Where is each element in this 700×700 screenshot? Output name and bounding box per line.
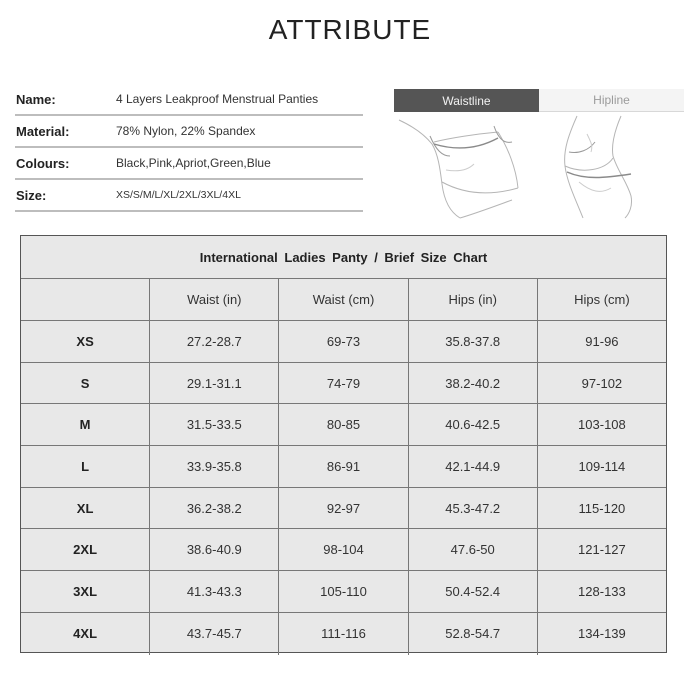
- table-row: [21, 488, 666, 530]
- size-label-cell: M: [21, 404, 150, 445]
- table-cell: 121-127: [578, 542, 626, 558]
- attribute-row-size: [15, 180, 363, 212]
- page-title: ATTRIBUTE: [268, 14, 432, 45]
- attribute-value: Black,Pink,Apriot,Green,Blue: [116, 156, 271, 170]
- attribute-label: Name:: [16, 91, 56, 107]
- header-cell: Waist (in): [150, 279, 279, 320]
- size-label-cell: 4XL: [21, 613, 150, 655]
- size-label-cell: L: [21, 446, 150, 487]
- size-chart-caption: International Ladies Panty / Brief Size Chart: [21, 236, 666, 279]
- tab-waistline[interactable]: Waistline: [394, 89, 539, 112]
- size-label-cell: XL: [21, 488, 150, 529]
- header-cell: [21, 279, 150, 320]
- attribute-value: 78% Nylon, 22% Spandex: [116, 124, 256, 138]
- table-cell: 128-133: [578, 583, 626, 599]
- table-cell: 43.7-45.7: [150, 613, 279, 655]
- table-cell: 80-85: [279, 404, 408, 445]
- attribute-value: 4 Layers Leakproof Menstrual Panties: [116, 92, 319, 106]
- table-cell: 109-114: [578, 458, 626, 474]
- table-cell: 103-108: [578, 417, 626, 433]
- attribute-value: XS/S/M/L/XL/2XL/3XL/4XL: [116, 189, 241, 201]
- measurement-guide: [394, 89, 684, 219]
- table-cell: 27.2-28.7: [150, 321, 279, 362]
- table-cell: 52.8-54.7: [409, 613, 538, 655]
- waistline-figure: [394, 112, 539, 219]
- size-label-cell: 3XL: [21, 571, 150, 612]
- table-cell: 97-102: [581, 375, 623, 391]
- table-row: [21, 446, 666, 488]
- size-chart-body: [21, 321, 666, 655]
- attribute-row-material: [15, 116, 363, 148]
- table-row: [21, 404, 666, 446]
- table-row: [21, 529, 666, 571]
- tab-hipline[interactable]: Hipline: [539, 89, 684, 112]
- hipline-figure: [539, 112, 684, 219]
- table-cell: 35.8-37.8: [409, 321, 538, 362]
- size-chart-header-row: [21, 279, 666, 321]
- size-label-cell: S: [21, 363, 150, 404]
- table-cell: 98-104: [279, 529, 408, 570]
- table-cell: 111-116: [279, 613, 408, 655]
- table-cell: 86-91: [279, 446, 408, 487]
- table-cell: 134-139: [578, 626, 626, 642]
- attribute-label: Colours:: [16, 155, 70, 171]
- table-cell: 38.2-40.2: [409, 363, 538, 404]
- table-row: [21, 571, 666, 613]
- table-cell: 50.4-52.4: [409, 571, 538, 612]
- table-cell: 36.2-38.2: [150, 488, 279, 529]
- table-cell: 105-110: [279, 571, 408, 612]
- header-cell: Hips (cm): [574, 292, 630, 307]
- table-cell: 33.9-35.8: [150, 446, 279, 487]
- table-cell: 40.6-42.5: [409, 404, 538, 445]
- table-cell: 38.6-40.9: [150, 529, 279, 570]
- table-row: [21, 363, 666, 405]
- table-cell: 91-96: [585, 333, 619, 349]
- table-cell: 69-73: [279, 321, 408, 362]
- attribute-table: [15, 84, 363, 212]
- table-cell: 47.6-50: [409, 529, 538, 570]
- table-row: [21, 321, 666, 363]
- header-cell: Waist (cm): [279, 279, 408, 320]
- table-row: [21, 613, 666, 655]
- table-cell: 45.3-47.2: [409, 488, 538, 529]
- table-cell: 42.1-44.9: [409, 446, 538, 487]
- attribute-row-name: [15, 84, 363, 116]
- table-cell: 115-120: [578, 500, 626, 516]
- attribute-label: Material:: [16, 123, 70, 139]
- header-cell: Hips (in): [409, 279, 538, 320]
- table-cell: 29.1-31.1: [150, 363, 279, 404]
- size-label-cell: XS: [21, 321, 150, 362]
- table-cell: 74-79: [279, 363, 408, 404]
- attribute-row-colours: [15, 148, 363, 180]
- size-label-cell: 2XL: [21, 529, 150, 570]
- size-chart: [20, 235, 667, 653]
- table-cell: 92-97: [279, 488, 408, 529]
- measurement-tabs: [394, 89, 684, 112]
- table-cell: 31.5-33.5: [150, 404, 279, 445]
- attribute-label: Size:: [16, 187, 47, 203]
- measurement-figures: [394, 112, 684, 219]
- table-cell: 41.3-43.3: [150, 571, 279, 612]
